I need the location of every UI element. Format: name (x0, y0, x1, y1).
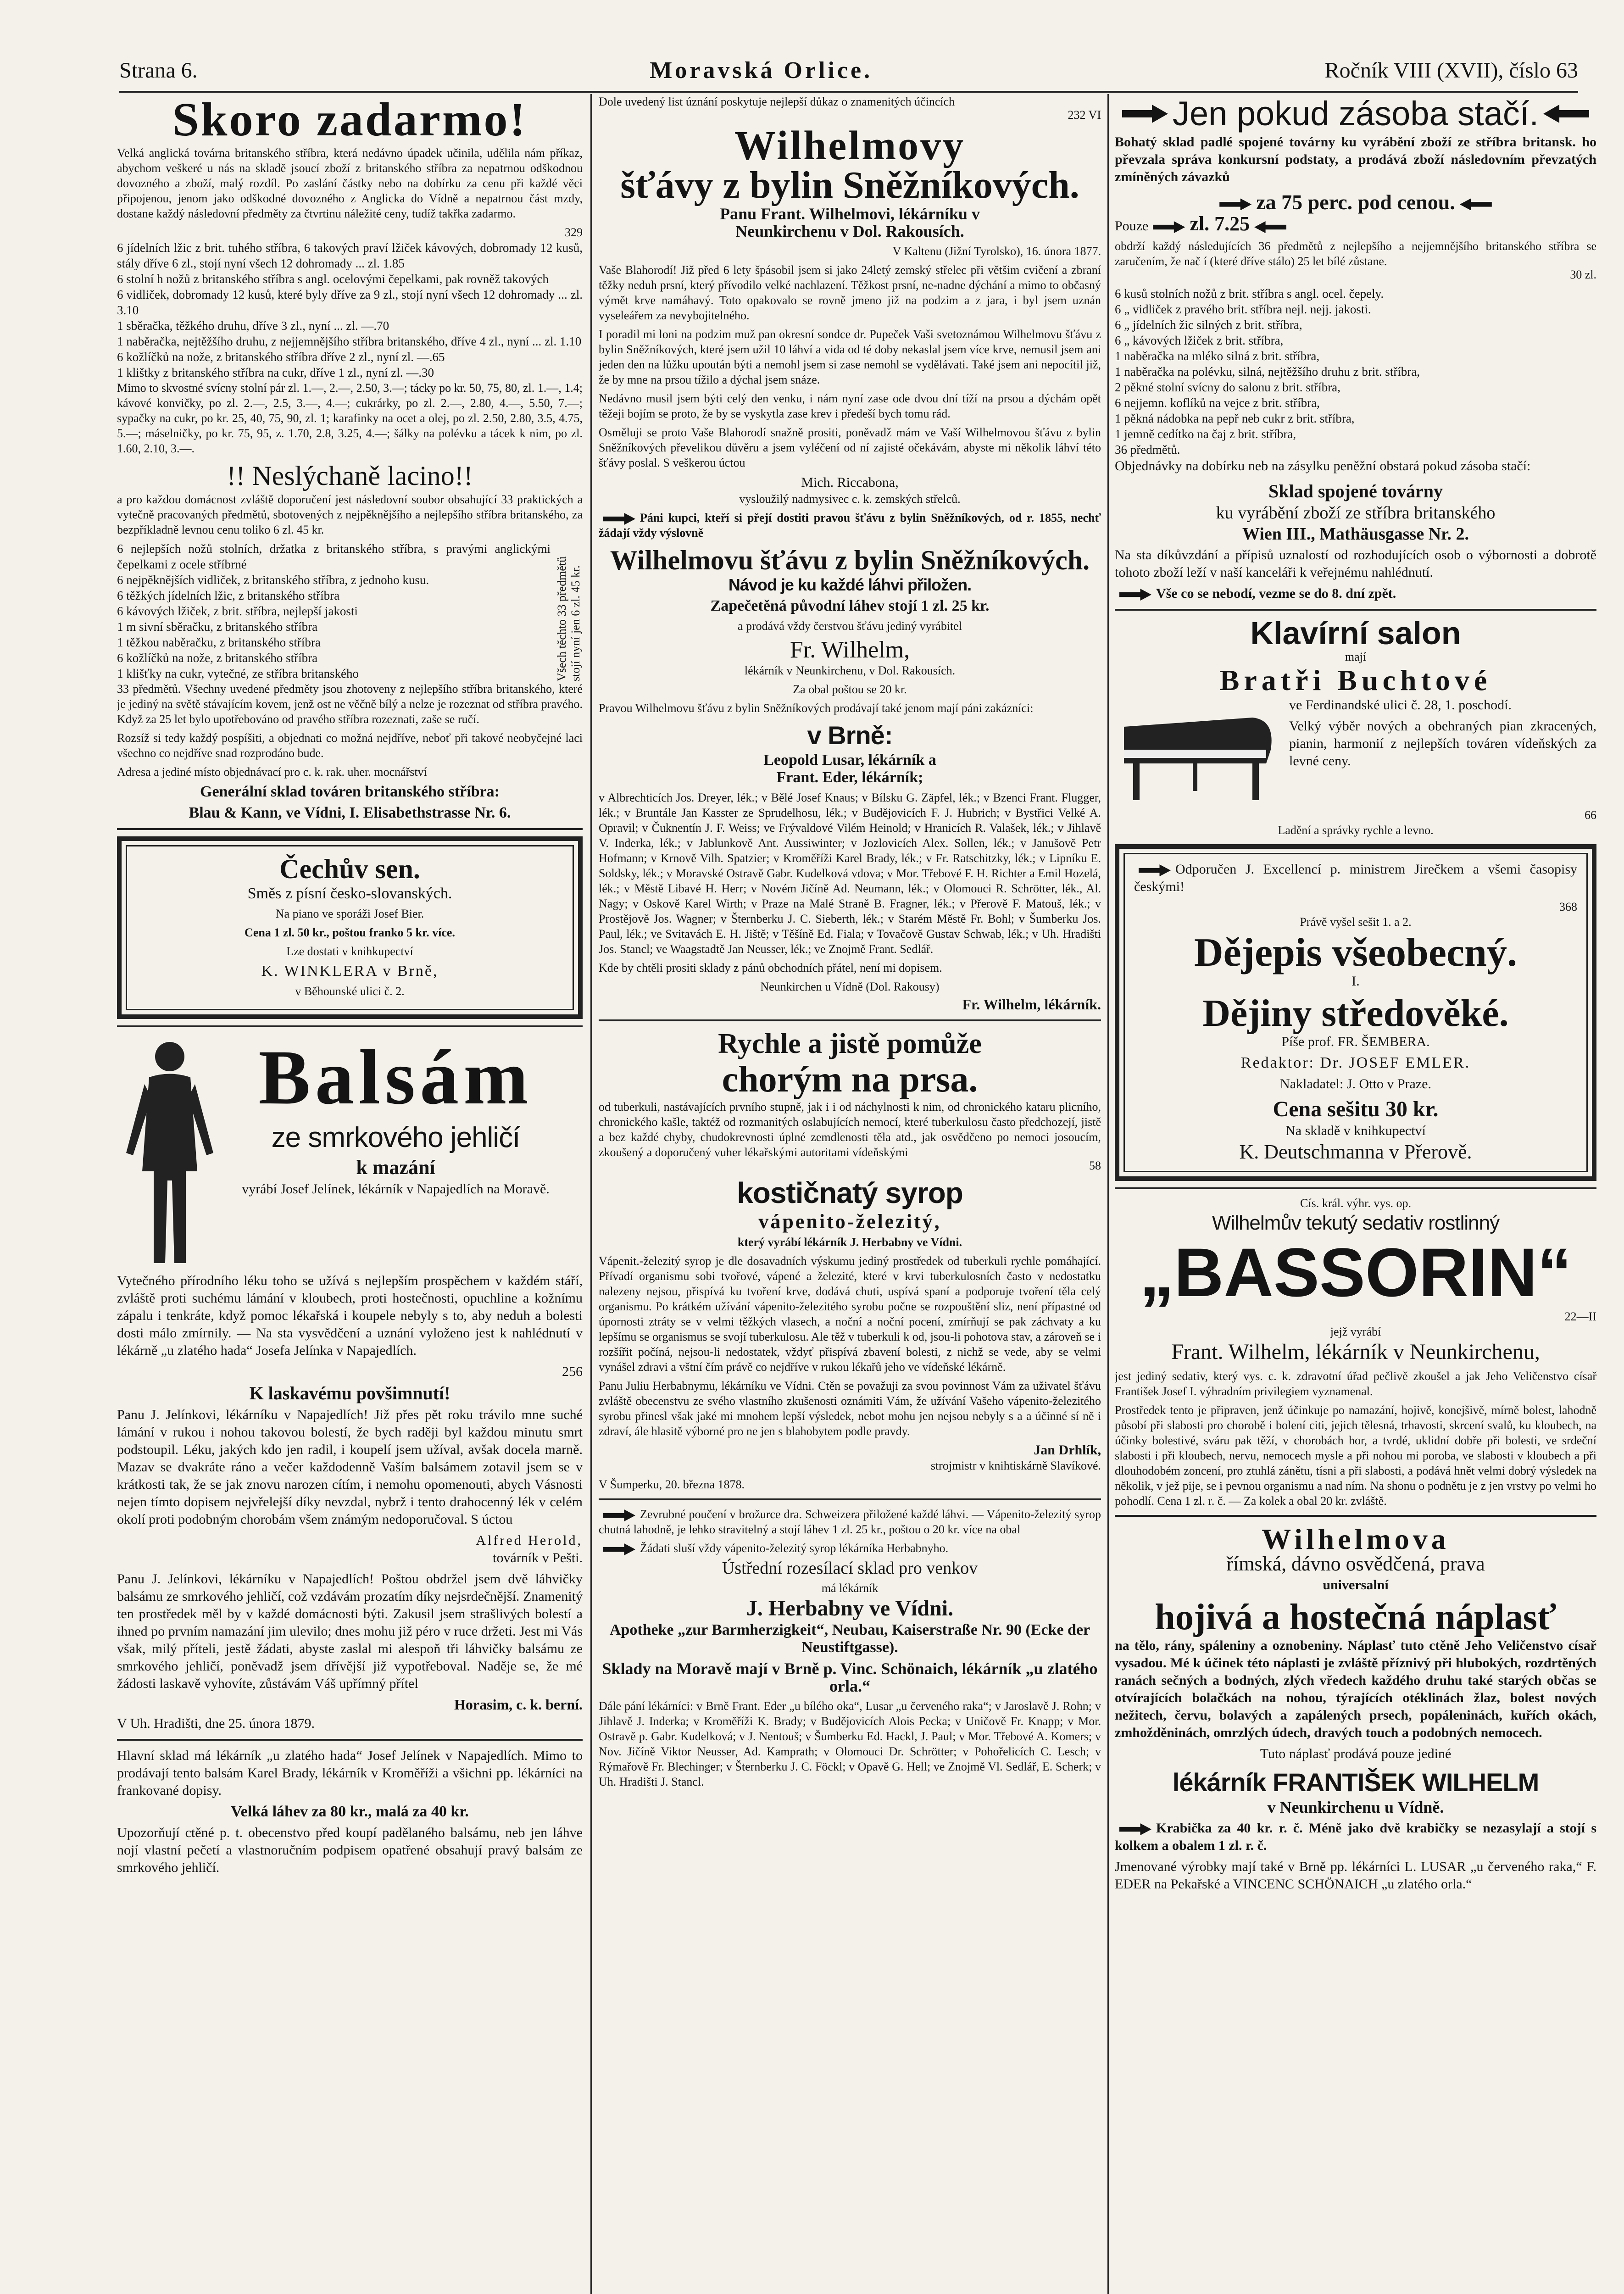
ad-wilhelm-letter: Vaše Blahorodí! Již před 6 lety špásobil jsem si jako 24letý zemský střelec při většim cvičení a zbraní těžky neduh prsní, který přívodilo velké nachlazení. Těžkost prsní, ne-nadne dýchání a mimo to občasný výmět krve namáhavý. Toto opakovalo se rovně jmeno již na podzim a z jara, i byl jsem uznán vyseleářem za nevybojitelného. (599, 263, 1101, 322)
ad-dejepis-sklad: Na skladě v knihkupectví (1285, 1123, 1426, 1138)
ad-rychle-body: od tuberkuli, nastávajících prvního stupně, jak i i od náchylnosti k nim, od chronického kataru plicního, chronického kašle, taktéž od rozmanitých oslabujících nemocí, které tuberkulosu často předchozejí, jistě a bez každé chyby, chudokrevnosti úplné zemdlenosti těla atd., jak osvědčeno po nemoci josoucím, zkoušený a doporučený vuher lékařskými autoritami vídeňskými (599, 1100, 1101, 1159)
pointing-hand-icon (603, 1509, 635, 1521)
list-item: 1 klišťky na cukr, vytečné, ze stříbra britanského (117, 667, 359, 680)
ad-jen-nasta: Na sta díkůvzdání a přípisů uznalostí od rozhodujících osob o výbornosti a dobrotě tohoto zboží leží v naší kanceláři k veřejnému nahlédnutí. (1115, 547, 1596, 580)
list-item: 1 m sivní sběračku, z britanského stříbra (117, 620, 318, 634)
ad-rychle-title: Rychle a jistě pomůže (718, 1028, 982, 1059)
list-item: 36 předmětů. (1115, 443, 1180, 457)
list-item: 1 klištky z britanského stříbra na cukr, dříve 1 zl., nyní zl. —.30 (117, 366, 434, 379)
ad-dejepis-author: Píše prof. FR. ŠEMBERA. (1281, 1034, 1430, 1049)
ad-dejepis-subtitle: Dějiny středověké. (1202, 992, 1509, 1035)
list-item: 1 sběračka, těžkého druhu, dříve 3 zl., nyní ... zl. —.70 (117, 319, 389, 333)
ad-klavir-maji: mají (1345, 650, 1367, 663)
ad-wil-hoj: hojivá a hostečná náplasť (1155, 1597, 1557, 1637)
ad-bass-maker: Frant. Wilhelm, lékárník v Neunkirchenu, (1171, 1340, 1540, 1364)
list-item: 6 jídelních lžic z brit. tuhého stříbra, 6 takových praví lžiček kávových, dobromady 12 kusů, stály dříve 6 zl., stojí nyní všech 12 dohromady ... zl. 1.85 (117, 241, 583, 270)
ad-balsam-title: Balsám (258, 1034, 533, 1120)
ad-neslychane-title: !! Neslýchaně lacino!! (227, 461, 473, 491)
ad-wilhelm-letter2: I poradil mi loni na podzim muž pan okresní sondce dr. Pupeček Vaši svetoznámou Wilhelmovu šťávu z bylin Sněžníkových, které jsem užil 10 láhví a vida od té doby nekaslal jsem více krve, nemusil jsem ani jeden den na lůžku upoután býti a nemohl jsem si zase nemohl se vydělávati. Také jsem ani nepocítil již, že by mne na prsou tížilo a dýchal jsem snáze. (599, 328, 1101, 386)
pointing-hand-icon (1122, 105, 1168, 123)
ad-balsam-number: 256 (562, 1364, 583, 1379)
ad-neslychane-tail3: Adresa a jediné místo objednávací pro c. k. rak. uher. mocnářství (117, 765, 427, 779)
ad-wilhelm-addr1: Panu Frant. Wilhelmovi, lékárníku v (720, 205, 980, 223)
ad-jen-pouze: Pouze (1115, 218, 1149, 234)
ad-kost-sklady: Sklady na Moravě mají v Brně p. Vinc. Schönaich, lékárník „u zlatého orla.“ (602, 1659, 1098, 1695)
pointing-hand-icon (1153, 221, 1185, 233)
ad-bass-top: Cís. král. výhr. vys. op. (1300, 1197, 1411, 1210)
ad-klavir-title: Klavírní salon (1250, 615, 1461, 651)
ad-wil-body2: Tuto náplasť prodává pouze jediné (1260, 1746, 1452, 1761)
ad-cechuv-price: Cena 1 zl. 50 kr., poštou franko 5 kr. více. (245, 926, 455, 939)
ad-wilhelm-addr2: Neunkirchenu v Dol. Rakousích. (735, 222, 964, 240)
ad-balsam-subtitle: ze smrkového jehličí (271, 1122, 520, 1153)
ad-kost-title: kostičnatý syrop (737, 1176, 963, 1209)
ad-bass-body2: Prostředek tento je připraven, jenž účinkuje po namazání, hojivě, konejšivě, mírně bolest, lahodně působí při slabosti pro chorobě i bolení citi, jejich tělesná, trhavosti, skrcení svalů, ku kloubech, na účinky bolestivé, sváru pak těží, v chorobách hor, a tvrdé, uklidní dobře při bolesti, ve srdeční slabosti i při kloubech, nervu, nemocech mysle a při nohou mi poroba, ve slabosti v kloubech a při dlouhodobém zoncení, pro ztuhlá zánětu, tísni a při slabosti, a podává hnět velmi dobrý výsledek na několik, v jež pije, se i pevnou organismu a nad ním. Na shonu o podnětu je z jen vrstvy po velmi ho pohodlí. Cena 1 zl. r. č. — Za kolek a obal 20 kr. zvláště. (1115, 1403, 1596, 1508)
ad-kost-ustredni: Ústřední rozesílací sklad pro venkov (722, 1559, 978, 1578)
ad-wil-univ: universalní (1323, 1577, 1389, 1592)
divider (117, 1025, 583, 1027)
pointing-hand-icon (1119, 1823, 1151, 1835)
ad-klavir-end: Ladění a správky rychle a levno. (1278, 824, 1434, 837)
ad-wilhelm-brno1: Leopold Lusar, lékárník a (763, 752, 936, 768)
divider (1115, 1515, 1596, 1517)
pointing-hand-icon (1543, 105, 1589, 123)
ad-klavir-body: Velký výběr nových a obehraných pian zkracených, pianin, harmonií z nejlepších továren vídeňských za levné ceny. (1289, 718, 1596, 768)
ad-cechuv-line3: Lze dostati v knihkupectví (286, 945, 413, 958)
ad-wilhelm-brno2: Frant. Eder, lékárník; (776, 769, 923, 786)
ad-klavir-number: 66 (1585, 808, 1596, 822)
ad-balsam-warning: Upozorňují ctěné p. t. obecenstvo před koupí padělaného balsámu, neb jen láhve nojí vlastní pečetí a vlastnoručním podpisem opatřené obsahují pravý balsám ze smrkového jehličí. (117, 1825, 583, 1875)
divider (599, 1019, 1101, 1021)
ad-dejepis-title: Dějepis všeobecný. (1194, 930, 1517, 975)
column-right (1115, 94, 1596, 2294)
pointing-hand-icon (1119, 589, 1151, 601)
ad-dejepis-publisher: Nakladatel: J. Otto v Praze. (1280, 1076, 1431, 1091)
ad-cechuv-title: Čechův sen. (279, 854, 420, 884)
column-divider (590, 94, 592, 2294)
page-number: Strana 6. (119, 58, 198, 83)
ad-balsam-footer: Hlavní sklad má lékárník „u zlatého hada“ Josef Jelínek v Napajedlích. Mimo to prodávají tento balsám Karel Brady, lékárník v Kroměříži a všichni pp. lékárníci na frankované dopisy. (117, 1748, 583, 1798)
ad-skoro-items (117, 240, 583, 380)
ad-wilhelm-places: v Albrechticích Jos. Dreyer, lék.; v Bělé Josef Knaus; v Bílsku G. Zäpfel, lék.; v Bzenci Frant. Flugger, lék.; v Bruntále Jan Kasster ze Sprudelhosu, lék.; v Budějovicích F. J. Hubrich; v Bystřici Velké A. Opravil; v Čuknentín J. F. Weiss; ve Frývaldové Vilém Heinold; v Hranicích R. Valašek, lék.; v Jihlavě V. Inderka, lék.; v Jablunkově Ant. Aussiwinter; v Jozlovicích Alex. Sollen, lék.; v Janušově Petr Hofmann; v Krnově Vilh. Spatzier; v Kroměříži Karel Brady, lék.; v Fr. Ratschitzky, lék.; v Lipníku E. Soldsky, lék.; v Moravské Ostravě Gabr. Kudelková vdova; v Mor. Třebové F. H. Richter a Emil Hozelá, lék.; v Městě Libavé H. Herr; v Novém Jičíně Ad. Neumann, lék.; v Olomouci R. Schrötter, lék., Al. Nagy; v Oskově Karel Wirth; v Praze na Malé Straně B. Fragner, lék.; v Přerově F. Matouš, lék.; v Prostějově Jos. Wagner; v Šternberku J. C. Sieberth, lék.; v Starém Městě Fr. Bohl; v Šumberku Jos. Paul, lék.; ve Svitavách E. H. Jiště; v Těšíně Ed. Fiala; v Tovačově Gustav Schwab, lék.; v Uh. Hradišti Jos. Stancl; ve Waagstadtě Jan Neusser, lék.; ve Znojmě Frant. Sedlář. (599, 791, 1101, 956)
ad-dejepis-shop: K. Deutschmanna v Přerově. (1239, 1141, 1472, 1163)
ad-dejepis-vol: I. (1351, 974, 1360, 989)
ad-kost-herb: J. Herbabny ve Vídni. (746, 1596, 954, 1620)
list-item: 6 „ vidliček z pravého brit. stříbra nejl. nejj. jakosti. (1115, 302, 1371, 316)
ad-balsam-sig1: Alfred Herold, (476, 1533, 583, 1548)
ad-wilhelm-big: Wilhelmovu šťávu z bylin Sněžníkových. (610, 545, 1090, 575)
ad-rychle-subtitle: chorým na prsa. (722, 1059, 978, 1100)
ad-kost-sklady-body: Dále pání lékárníci: v Brně Frant. Eder „u bílého oka“, Lusar „u červeného raka“; v Jaroslavě J. Rohn; v Jihlavě J. Inderka; v Kroměříži K. Brady; v Budějovicích Alois Pecka; v Uničově Fr. Knapp; v Mor. Ostravě p. Gabr. Kudelková; v J. Nentouš; v Šumberku Ed. Hackl, J. Paul; v Mor. Třebové A. Komers; v Nov. Jičíně Viktor Neusser, Ad. Kamprath; v Olomouci Dr. Schrötter; v Pohořelicích C. Lesch; v Rýmařově Fr. Blechinger; v Šternberku J. C. Föckl; v Opavě G. Hell; ve Znojmě Vl. Sedlář, E. Scherk; v Uh. Hradišti J. Stancl. (599, 1699, 1101, 1788)
ad-bass-number: 22—II (1564, 1310, 1596, 1323)
ad-kost-zevrub2 (599, 1541, 1101, 1556)
ad-wilhelm-place: V Kaltenu (Jižní Tyrolsko), 16. února 1877. (892, 245, 1101, 258)
newspaper-title: Moravská Orlice. (650, 57, 873, 84)
ad-kost-vap: vápenito-železitý, (758, 1210, 941, 1233)
ad-wil-title: Wilhelmova (1262, 1523, 1450, 1555)
ad-balsam-letter1: Panu J. Jelínkovi, lékárníku v Napajedlích! Již přes pět roku trávilo mne suché lámání v rukou i nohou takovou bolestí, že bych raději byl každou minutu smrt podstoupil. Léku, jakých kdo jen radil, i koupelí jsem užíval, avšak docela marně. Mazav se dvakráte ráno a večer každodenně Vaším balsámem zotavil jsem se v krátkosti tak, že se jak znovu narozen cítím, i nemohu opomenouti, abych Vásnosti nejen tímto dopisem nejvřelejší díky nevzdal, nybrž i tento drahocenný lék v celém okolí proti podobným chorobám všem známým nedoporučoval. S úctou (117, 1407, 583, 1527)
ad-jen-vse-text: Vše co se nebodí, vezme se do 8. dní zpět. (1156, 586, 1396, 601)
list-item: 6 stolní h nožů z britanského stříbra s angl. ocelovými čepelkami, pak rovněž takových (117, 272, 549, 286)
divider (117, 828, 583, 830)
ad-wil-jmen: Jmenované výrobky mají také v Brně pp. lékárníci L. LUSAR „u červeného raka,“ F. EDER na Pekařské a VINCENC SCHÖNAICH „u zlatého orla.“ (1115, 1859, 1596, 1892)
ad-kost-maker: který vyrábí lékárník J. Herbabny ve Vídni. (737, 1236, 962, 1249)
ad-dejepis-new: Právě vyšel sešit 1. a 2. (1300, 915, 1412, 929)
pointing-hand-icon (1139, 864, 1171, 876)
ad-bass-body: jest jediný sedativ, který vys. c. k. zdravotní úřad pečlivě zkoušel a jak Jeho Veličenstvo císař František Josef I. výhradním privilegiem vyznamenal. (1115, 1370, 1596, 1398)
list-item: 6 nejpěknějších vidliček, z britanského stříbra, z jednoho kusu. (117, 573, 429, 587)
ad-neslychane-intro: a pro každou domácnost zvláště doporučení jest následovní soubor obsahující 33 praktických a vytečně pracovaných předmětů, sbotovených z nejpěknějšího a nejlepšího stříbra britanského, za bezpříkladně levnou cenu toliko 6 zl. 45 kr. (117, 493, 583, 536)
pointing-hand-icon (603, 513, 635, 525)
divider (117, 1739, 583, 1741)
pointing-hand-icon (1219, 198, 1251, 210)
ad-wilhelm-title: Wilhelmovy (734, 123, 966, 168)
list-item: 1 naběračka na polévku, silná, nejtěžšího druhu z brit. stříbra, (1115, 365, 1420, 379)
ad-wilhelm-sig-end: Fr. Wilhelm, lékárník. (962, 996, 1101, 1013)
ad-wilhelm-note (599, 510, 1101, 540)
list-item: 1 pěkná nádobka na pepř neb cukr z brit. stříbra, (1115, 412, 1355, 425)
ad-jen-sklad3: Wien III., Mathäusgasse Nr. 2. (1242, 524, 1469, 544)
ad-balsam-sig2: Horasim, c. k. berní. (454, 1696, 583, 1713)
ad-wilhelm-maker2: lékárník v Neunkirchenu, v Dol. Rakousích. (744, 664, 956, 677)
ad-neslychane-list-wrap (117, 541, 583, 681)
ad-wilhelm-letter3: Nedávno musil jsem býti celý den venku, i nám nyní zase ode dvou dní tíží na prsou a dýchám opět těžeji bojím se proto, že by se vyskytla zase krev i předeší bych tomu rád. (599, 392, 1101, 420)
column-left (117, 94, 583, 2294)
ad-bass-jejz: jejž vyrábí (1330, 1325, 1381, 1338)
ad-wil-lek: lékárník FRANTIŠEK WILHELM (1172, 1768, 1539, 1797)
ad-wilhelm-maker: Fr. Wilhelm, (790, 637, 910, 663)
ad-wilhelm-pure: Pravou Wilhelmovu šťávu z bylin Sněžníkových prodávají také jenom mají páni zakázníci: (599, 702, 1034, 715)
ad-cechuv-street: v Běhounské ulici č. 2. (295, 985, 405, 998)
divider (599, 1498, 1101, 1500)
ad-wilhelm-price: Zapečetěná původní láhev stojí 1 zl. 25 kr. (710, 597, 990, 614)
ad-jen-price-num: 30 zl. (1570, 268, 1596, 281)
ad-wilhelm-topnum: 232 VI (1068, 108, 1101, 122)
ad-skoro-tail: Mimo to skvostné svícny stolní pár zl. 1.—, 2.—, 2.50, 3.—; tácky po kr. 50, 75, 80, zl. 1.—, 1.4; kávové konvičky, po zl. 2.—, 2.5, 3.—, 4.—; cukrárky, po zl. 2.—, 2.80, 4.—, 5.50, 7.—; sypačky na cukr, po kr. 25, 40, 75, 90, zl. 1; karafinky na ocet a olej, po zl. 2.50, 2.80, 3.5, 4.75, 5.—; máselničky, po kr. 75, 95, z. 1.70, 2.8, 3.25, 4.—; šálky na polévku a tácek k nim, po zl. 1.60, 2.10, 3.—. (117, 381, 583, 455)
issue-number: Ročník VIII (XVII), číslo 63 (1324, 58, 1578, 83)
ad-wilhelm-sold: a prodává vždy čerstvou šťávu jediný vyrábitel (737, 619, 962, 633)
ad-wilhelm-place-end: Neunkirchen u Vídně (Dol. Rakousy) (760, 980, 940, 993)
ad-balsam-k: k mazání (356, 1156, 435, 1179)
ad-neslychane-tail2: Rozsíž si tedy každý pospíšiti, a objednati co možná nejdříve, neboť při takové neobyčejné laci všechno co nejdříve snad rozprodáno bude. (117, 731, 583, 760)
list-item: 6 kávových lžiček, z brit. stříbra, nejlepší jakosti (117, 604, 358, 618)
ad-wil-kra-text: Krabička za 40 kr. r. č. Méně jako dvě krabičky se nezasylají a stojí s kolkem a obalem 1 zl. r. č. (1115, 1821, 1596, 1853)
ad-neslychane-generalni: Generální sklad továren britanského stříbra: (200, 783, 500, 800)
ad-balsam-maker: vyrábí Josef Jelínek, lékárník v Napajedlích na Moravě. (242, 1181, 550, 1197)
ad-wilhelm-note-text: Páni kupci, kteří si přejí dostiti pravou šťávu z bylin Sněžníkových, od r. 1855, nechť žádají vždy výslovně (599, 511, 1101, 540)
ad-dejepis (1115, 844, 1596, 1181)
ad-kost-place: V Šumperku, 20. března 1878. (599, 1478, 745, 1491)
list-item: 6 kožlíčků na nože, z britanského stříbra (117, 651, 318, 665)
ad-klavir-bratri: Bratři Buchtové (1219, 664, 1492, 696)
ad-kost-ma: má lékárník (821, 1581, 879, 1595)
ad-skoro-intro: Velká anglická továrna britanského stříbra, která nedávno úpadek učinila, udělila nám příkaz, abychom veškeré u nás na skladě jsoucí zboží z britanského stříbra za nepatrnou odškodnou dovozného a zboží, malý rozdíl. Po zaslání částky nebo na dobírku za cenu při každé věci připojenou, jenom jako odškodné dovozného z Anglicka do Vídně a nepatrnou část mzdy, dostane každý následovní předměty za čtvrtinu náležité ceny, tudíž takřka zadarmo. (117, 146, 583, 220)
ad-balsam-sig1b: továrník v Pešti. (493, 1550, 583, 1565)
ad-wilhelm-sig2: vysloužilý nadmysivec c. k. zemských střelců. (739, 492, 961, 506)
ad-wilhelm-post: Za obal poštou se 20 kr. (793, 683, 907, 696)
list-item: 6 „ kávových lžiček z brit. stříbra, (1115, 334, 1284, 347)
ad-balsam-price: Velká láhev za 80 kr., malá za 40 kr. (231, 1803, 469, 1820)
ad-neslychane-address: Blau & Kann, ve Vídni, I. Elisabethstrasse Nr. 6. (189, 804, 511, 821)
ad-skoro-number: 329 (565, 226, 583, 239)
piano-icon (1115, 699, 1280, 805)
ad-wil-body: na tělo, rány, spáleniny a oznobeniny. Náplasť tuto ctěně Jeho Veličenstvo císař vysadou. Mé k účinek této náplasti je zvláště příznivý při hlubokých, rozdrtěných ranách sečných a bodných, zlých vředech každého druhu také starých občas se otvírajících bolačkách na nohou, týrajících otéklinách žlaz, bolest nových nežitech, červu, bolavých a zapálených prsech, popáleninách, kuřích okách, zmhožděninách, omrzlých údech, dravých touch a podobných nemocech. (1115, 1638, 1596, 1740)
ad-jen-price-body: obdrží každý následujících 36 předmětů z nejlepšího a nejjemnějšího britanského stříbra se zaručením, že nač í (které dříve stálo) 25 let bílé zůstane. (1115, 239, 1596, 268)
ad-bass-title: „BASSORIN“ (1140, 1234, 1572, 1311)
divider (1115, 609, 1596, 611)
pointing-hand-icon (1460, 198, 1492, 210)
ad-balsam-place2: V Uh. Hradišti, dne 25. února 1879. (117, 1716, 315, 1731)
ad-wilhelm-navod: Návod je ku každé láhvi přiložen. (728, 575, 972, 594)
ad-skoro-title: Skoro zadarmo! (172, 94, 528, 146)
ad-jen-objed: Objednávky na dobírku neb na zásylku peněžní obstará pokud zásoba stačí: (1115, 458, 1531, 473)
ad-jen-header (1115, 94, 1596, 134)
list-item: 6 „ jídelních žic silných z brit. stříbra, (1115, 318, 1302, 332)
ad-jen-za75 (1115, 189, 1596, 215)
column-middle (599, 94, 1101, 2294)
ad-kost-zevrub-text: Zevrubné poučení v brožurce dra. Schweizera přiložené každé láhvi. — Vápenito-železitý syrop chutná lahodně, je lehko stravitelný a stojí láhev 1 zl. 25 kr., poštou o 20 kr. více na obal (599, 1508, 1101, 1536)
pointing-hand-icon (603, 1543, 635, 1555)
list-item: 6 kožlíčků na nože, z britanského stříbra dříve 2 zl., nyní zl. —.65 (117, 350, 445, 364)
ad-wilhelm-brno: v Brně: (807, 721, 893, 750)
list-item: 1 těžkou naběračku, z britanského stříbra (117, 635, 321, 649)
list-item: 1 naběračka na mléko silná z brit. stříbra, (1115, 349, 1320, 363)
ad-wil-kra (1115, 1820, 1596, 1854)
ad-wilhelm-warn: Kde by chtěli prositi sklady z pánů obchodních přátel, není mi dopisem. (599, 961, 942, 974)
list-item: 1 jemně cedítko na čaj z brit. stříbra, (1115, 427, 1296, 441)
ad-kost-zevrub2-text: Žádati sluší vždy vápenito-železitý syrop lékárníka Herbabnyho. (640, 1542, 949, 1555)
ad-jen-sklad2: ku vyrábění zboží ze stříbra britanského (1216, 503, 1496, 523)
ad-dejepis-price: Cena sešitu 30 kr. (1273, 1097, 1439, 1121)
ad-balsam-body: Vytečného přírodního léku toho se užívá s nejlepším prospěchem v každém stáří, zvláště proti suchému lámání v kloubech, proti hostečnosti, opuchline a kožnímu zápalu i tenkráte, když pomoc lékařská i koupele nebyly s to, aby neduh a bolesti dosti málo zmírnily. — Na sta vysvědčení a uznání vyloženo jest k nahlédnutí v lékárně „u zlatého hada“ Josefa Jelínka v Napajedlích. (117, 1273, 583, 1358)
ad-kost-zevrub (599, 1507, 1101, 1537)
page-header (119, 50, 1578, 93)
ad-wil-sub: římská, dávno osvědčená, prava (1226, 1553, 1485, 1575)
list-item: 1 naběračka, nejtěžšího druhu, z nejjemnějšího stříbra britanského, dříve 4 zl., nyní ... zl. 1.10 (117, 334, 582, 348)
ad-wilhelm-sig: Mich. Riccabona, (801, 475, 899, 490)
ad-neslychane-tail: 33 předmětů. Všechny uvedené předměty jsou zhotoveny z nejlepšího stříbra britanského, které je jediný na světě stávajícím kovem, jenž ost ne věčně bílý a nelze je rozeznat od stříbra pravého. Když za 25 let bylo upotřebováno od pravého stříbra rozeznati, zaše se ručí. (117, 682, 583, 726)
ad-kost-sig: Jan Drhlík, (1034, 1442, 1101, 1458)
pointing-hand-icon (1254, 221, 1286, 233)
list-item: 2 pěkné stolní svícny do salonu z brit. stříbra, (1115, 380, 1340, 394)
ad-klavir-addr: ve Ferdinandské ulici č. 28, 1. poschodí. (1289, 697, 1512, 713)
list-item: 6 vidliček, dobromady 12 kusů, které byly dříve za 9 zl., stojí nyní všech 12 dohromady ... zl. 3.10 (117, 288, 583, 317)
list-item: 6 těžkých jídelních lžic, z britanského stříbra (117, 589, 340, 602)
ad-cechuv-sen (117, 836, 583, 1019)
ad-jen-sklad: Sklad spojené továrny (1268, 481, 1443, 501)
ad-jen-items (1115, 286, 1596, 457)
ad-cechuv-line2: Na piano ve sporáži Josef Bier. (275, 907, 424, 920)
divider (1115, 1187, 1596, 1189)
ad-balsam-header (117, 1034, 583, 1272)
ad-kost-sig2: strojmistr v knihtiskárně Slavíkové. (930, 1459, 1101, 1472)
ad-neslychane-side-note: Všech těchto 33 předmětů stojí nyní jen 6 zl. 45 kr. (555, 556, 582, 681)
ad-jen-vse (1115, 585, 1596, 602)
ad-dejepis-rec-text: Odporučen J. Excellencí p. ministrem Jirečkem a všemi časopisy českými! (1134, 862, 1577, 894)
ad-neslychane-items (117, 541, 551, 681)
ad-kost-letter: Panu Juliu Herbabnymu, lékárníku ve Vídni. Ctěn se považuji za svou povinnost Vám za uživatel šťávu zvláště obecenstvu ze svého vlastního zkušenosti oznámiti Vám, že užívání Vašeho vápenito-železitého syrobu přinesl však jaké mi mnohem lepší výsledek, nebot mohu jen nejsou nebyly s a a účinné sí ně i zdraví, ále hlasitě výborné pro ne jen s blahobytem podle pravdy. (599, 1379, 1101, 1438)
ad-wilhelm-top: Dole uvedený list úznání poskytuje nejlepší důkaz o znamenitých účincích (599, 95, 955, 108)
ad-dejepis-number: 368 (1559, 900, 1577, 913)
ad-dejepis-editor: Redaktor: Dr. JOSEF EMLER. (1240, 1054, 1471, 1071)
ad-balsam-notice: K laskavému povšimnutí! (249, 1383, 450, 1403)
list-item: 6 kusů stolních nožů z brit. stříbra s angl. ocel. čepely. (1115, 287, 1384, 301)
ad-jen-price: zl. 7.25 (1190, 212, 1250, 235)
ad-cechuv-seller: K. WINKLERA v Brně, (261, 963, 439, 980)
ad-kost-apot: Apotheke „zur Barmherzigkeit“, Neubau, Kaiserstraße Nr. 90 (Ecke der Neustiftgasse). (609, 1621, 1090, 1656)
column-divider (1107, 94, 1109, 2294)
man-figure-icon (117, 1034, 222, 1272)
ad-jen-za75-text: za 75 perc. pod cenou. (1256, 190, 1455, 214)
ad-cechuv-line1: Směs z písní česko-slovanských. (247, 885, 452, 902)
ad-bass-subtitle: Wilhelmův tekutý sedativ rostlinný (1212, 1212, 1500, 1234)
ad-kost-body: Vápenit.-železitý syrop je dle dosavadních výskumu jediný prostředek od tuberkuli rychle pomáhající. Přívadí organismu sobi tvořové, vápené a železité, které v krvi tuberkulosních často v nedostatku nalezeny nejsou, přispívá ku tvoření krve, dodává chuti, uspívá spaní a podporuje tvoření těla celý organismu. Po krátkém užívání vápenito-železitého syrobu počne se rozpouštění sliz, není přípastné od úpornosti ztráty se v velmi těžkých vlasech, a noční a noční pocení, zmírňují se pak záchvaty a ku lepšímu se organismus se svojí tuberkulosu. Ale těž v tuberkuli k od, jsou-li pohotova stav, a zároveň se i rozšířit počíná, nejsou-li nedostatek, vždyť přispívá zbavení bolesti, z nichž se vede, aby se velmi vynášel zdravi a vštní čím právě co nejdříve v rukou lékařů jeho ve vídeňské lékárně. (599, 1254, 1101, 1374)
ad-dejepis-rec (1134, 861, 1577, 896)
ad-wil-lek2: v Neunkirchenu u Vídně. (1267, 1798, 1444, 1816)
ad-balsam-letter2: Panu J. Jelínkovi, lékárníku v Napajedlích! Poštou obdržel jsem dvě láhvičky balsámu ze smrkového jehličí, což vzdávám prozatím díky nejsrdečnější. Znamenitý ten prostředek měl by v každé domácnosti býti. Zakusil jsem strašlivých bolestí a ihned po prvním namazání jim ulevilo; dnes mohu již péro v ruce držeti. Jest mi Vás však, milý příteli, jestě žádati, abyste zaslal mi alespoň tři láhvičky balsámu ze smrkového jehličí, poněvadž jsem dřívější již vypotřeboval. Naděje se, že mé žádosti laskavě vyhovíte, zůstávám Váš upřímný přítel (117, 1571, 583, 1691)
ad-jen-title: Jen pokud zásoba stačí. (1172, 95, 1539, 133)
ad-rychle-number: 58 (1089, 1159, 1101, 1172)
list-item: 6 nejlepších nožů stolních, držatka z britanského stříbra, s pravými anglickými čepelkami z ocele stříbrné (117, 542, 551, 571)
ad-jen-body: Bohatý sklad padlé spojené továrny ku vyrábění zboží ze stříbra britansk. ho převzala správa konkursní podstaty, a prodává zboží následovním převzatých zmíněných závazků (1115, 134, 1596, 184)
ad-wilhelm-letter4: Osměluji se proto Vaše Blahorodí snažně prositi, poněvadž mám ve Vaší Wilhelmovou šťávu z bylin Sněžníkových převelikou důvěru a jsem vyléčení od ní zajisté očekávám, abyste mi několik láhví této šťávy poslal. S veškerou úctou (599, 426, 1101, 469)
ad-jen-price-line (1115, 212, 1596, 235)
ad-balsam-titlebox (209, 1034, 583, 1198)
ad-wilhelm-subtitle: šťávy z bylin Sněžníkových. (620, 164, 1079, 206)
list-item: 6 nejjemn. koflíků na vejce z brit. stříbra, (1115, 396, 1320, 410)
